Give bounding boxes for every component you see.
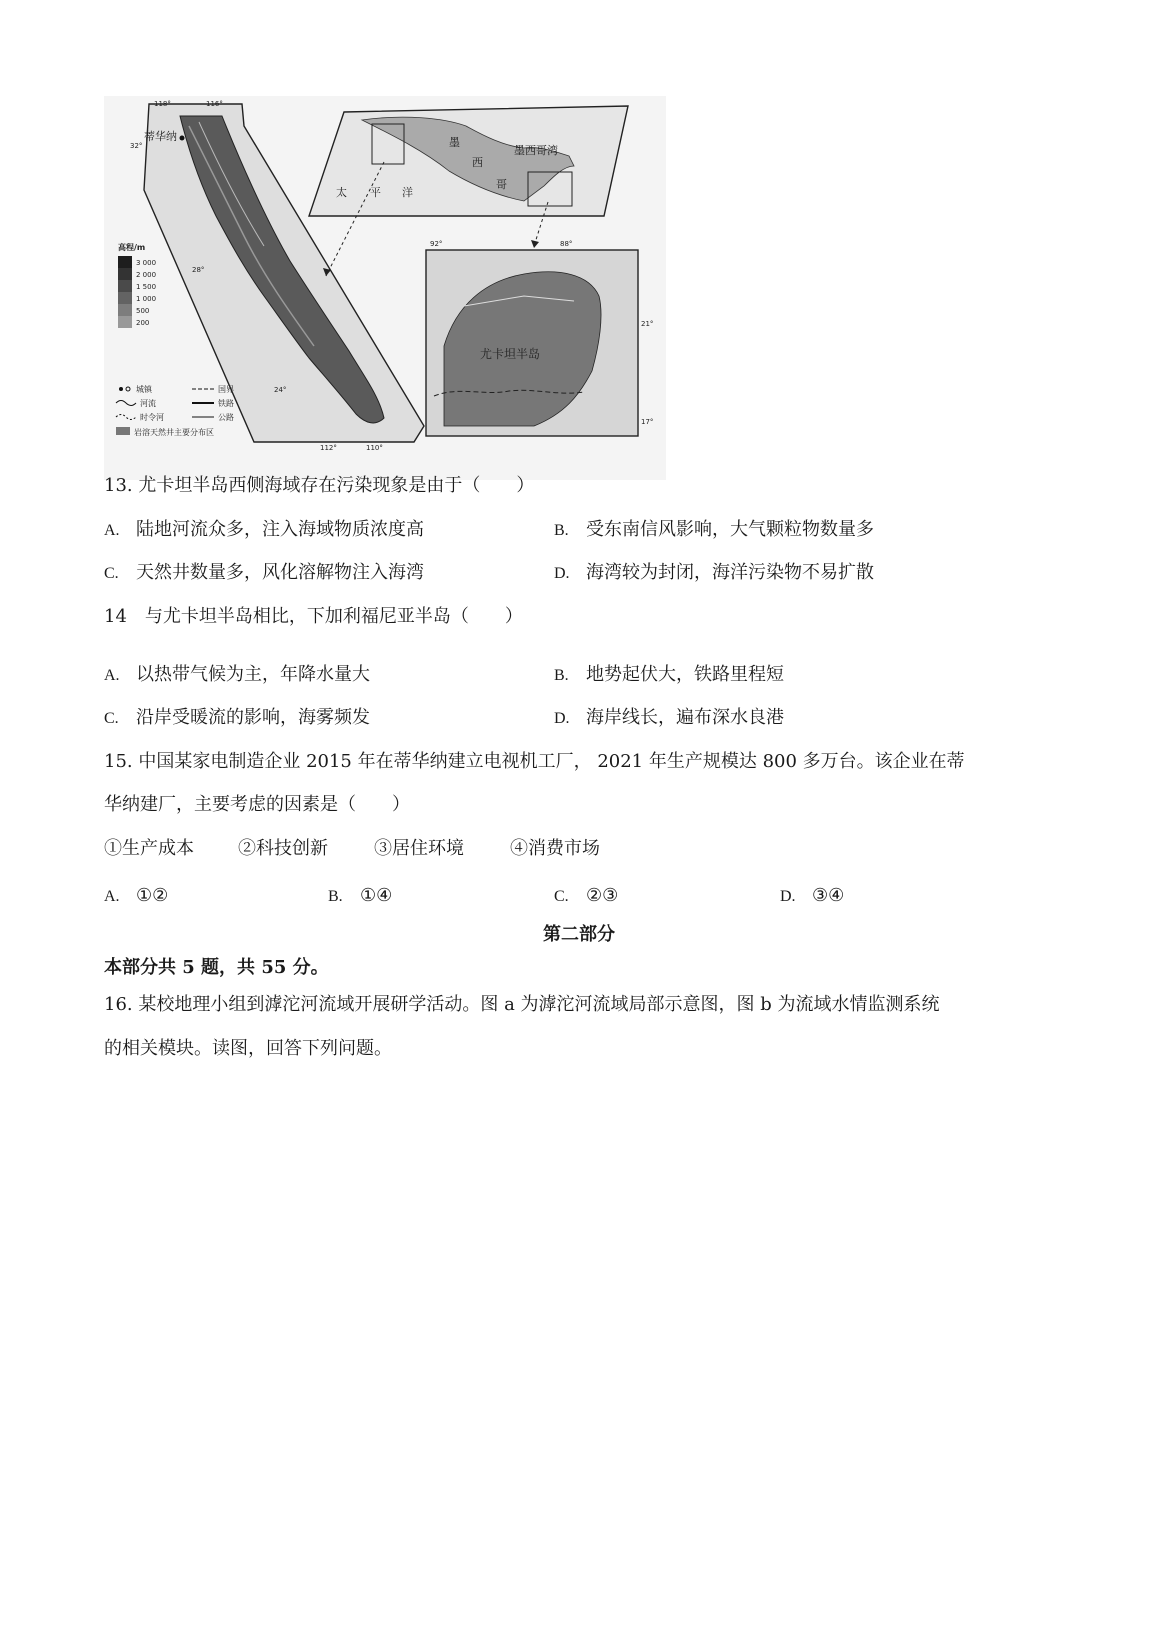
baja-lon-label: 118° <box>154 100 171 108</box>
option-text: 陆地河流众多，注入海域物质浓度高 <box>136 519 424 540</box>
option-text: ①④ <box>360 885 393 906</box>
legend-title: 高程/m <box>118 243 146 252</box>
baja-lon-label: 116° <box>206 100 223 108</box>
option-13-b <box>554 518 874 543</box>
factor-item: ④消费市场 <box>510 838 600 859</box>
map-label: 墨西哥湾 <box>514 144 558 157</box>
map-label: 哥 <box>496 178 507 191</box>
legend-item: 时令河 <box>140 413 164 422</box>
question-14-stem: 14 与尤卡坦半岛相比，下加利福尼亚半岛（ ） <box>104 606 523 627</box>
question-15-stem-line1: 15. 中国某家电制造企业 2015 年在蒂华纳建立电视机工厂， 2021 年生产规模达 800 多万台。该企业在蒂 <box>104 751 965 772</box>
option-14-a <box>104 663 370 688</box>
option-letter: D. <box>554 565 570 582</box>
map-label: 西 <box>472 156 483 169</box>
legend-level: 3 000 <box>136 259 157 267</box>
baja-lat-label: 32° <box>130 142 143 150</box>
option-14-c <box>104 706 370 731</box>
legend-level: 2 000 <box>136 271 157 279</box>
legend-level: 500 <box>136 307 150 315</box>
yucatan-lon-label: 92° <box>430 240 443 248</box>
option-text: ②③ <box>586 885 619 906</box>
question-13-stem: 13. 尤卡坦半岛西侧海域存在污染现象是由于（ ） <box>104 475 535 496</box>
part-two-intro: 本部分共 5 题，共 55 分。 <box>104 957 329 978</box>
legend-level: 1 000 <box>136 295 157 303</box>
option-text: ③④ <box>812 885 845 906</box>
option-letter: C. <box>104 710 119 727</box>
yucatan-lon-label: 88° <box>560 240 573 248</box>
option-text: 受东南信风影响，大气颗粒物数量多 <box>586 519 874 540</box>
option-text: 沿岸受暖流的影响，海雾频发 <box>136 707 370 728</box>
factor-item: ③居住环境 <box>374 838 464 859</box>
option-text: 以热带气候为主，年降水量大 <box>136 664 370 685</box>
legend-level: 200 <box>136 319 150 327</box>
legend-item: 岩溶天然井主要分布区 <box>134 428 214 437</box>
legend-item: 铁路 <box>218 399 234 408</box>
option-15-d <box>780 884 844 909</box>
baja-lat-label: 24° <box>274 386 287 394</box>
factor-item: ②科技创新 <box>238 838 328 859</box>
option-letter: A. <box>104 522 120 539</box>
option-14-b <box>554 663 784 688</box>
option-15-b <box>328 884 392 909</box>
city-label-tijuana: 蒂华纳 <box>144 130 177 143</box>
question-15-stem-line2: 华纳建厂，主要考虑的因素是（ ） <box>104 794 410 815</box>
option-15-a <box>104 884 168 909</box>
yucatan-label: 尤卡坦半岛 <box>480 347 541 361</box>
legend-level: 1 500 <box>136 283 157 291</box>
part-two-title: 第二部分 <box>543 924 615 945</box>
legend-item: 公路 <box>218 413 234 422</box>
legend-item: 国界 <box>218 385 234 394</box>
option-text: 海岸线长，遍布深水良港 <box>586 707 784 728</box>
map-label: 太 <box>336 186 347 199</box>
option-letter: A. <box>104 888 120 905</box>
legend-item: 河流 <box>140 399 156 408</box>
option-13-c <box>104 561 424 586</box>
option-14-d <box>554 706 784 731</box>
option-letter: A. <box>104 667 120 684</box>
option-letter: D. <box>780 888 796 905</box>
option-letter: B. <box>554 667 569 684</box>
yucatan-lat-label: 17° <box>641 418 654 426</box>
option-letter: D. <box>554 710 570 727</box>
baja-lat-label: 28° <box>192 266 205 274</box>
legend-item: 城镇 <box>136 385 152 394</box>
map-label: 平 <box>370 186 381 199</box>
question-16-line1: 16. 某校地理小组到滹沱河流域开展研学活动。图 a 为滹沱河流域局部示意图，图 b 为流域水情监测系统 <box>104 994 940 1015</box>
option-letter: C. <box>554 888 569 905</box>
option-text: 天然井数量多，风化溶解物注入海湾 <box>136 562 424 583</box>
factor-item: ①生产成本 <box>104 838 194 859</box>
map-label: 洋 <box>402 186 413 199</box>
baja-lon-label: 110° <box>366 444 383 452</box>
map-label: 墨 <box>449 136 460 149</box>
option-letter: C. <box>104 565 119 582</box>
map-figure <box>104 96 666 480</box>
option-15-c <box>554 884 618 909</box>
option-text: 地势起伏大，铁路里程短 <box>586 664 784 685</box>
question-16-line2: 的相关模块。读图，回答下列问题。 <box>104 1038 392 1059</box>
city-marker-icon <box>180 136 185 141</box>
baja-lon-label: 112° <box>320 444 337 452</box>
option-13-d <box>554 561 874 586</box>
option-text: 海湾较为封闭，海洋污染物不易扩散 <box>586 562 874 583</box>
option-text: ①② <box>136 885 169 906</box>
option-letter: B. <box>554 522 569 539</box>
option-13-a <box>104 518 424 543</box>
yucatan-lat-label: 21° <box>641 320 654 328</box>
option-letter: B. <box>328 888 343 905</box>
